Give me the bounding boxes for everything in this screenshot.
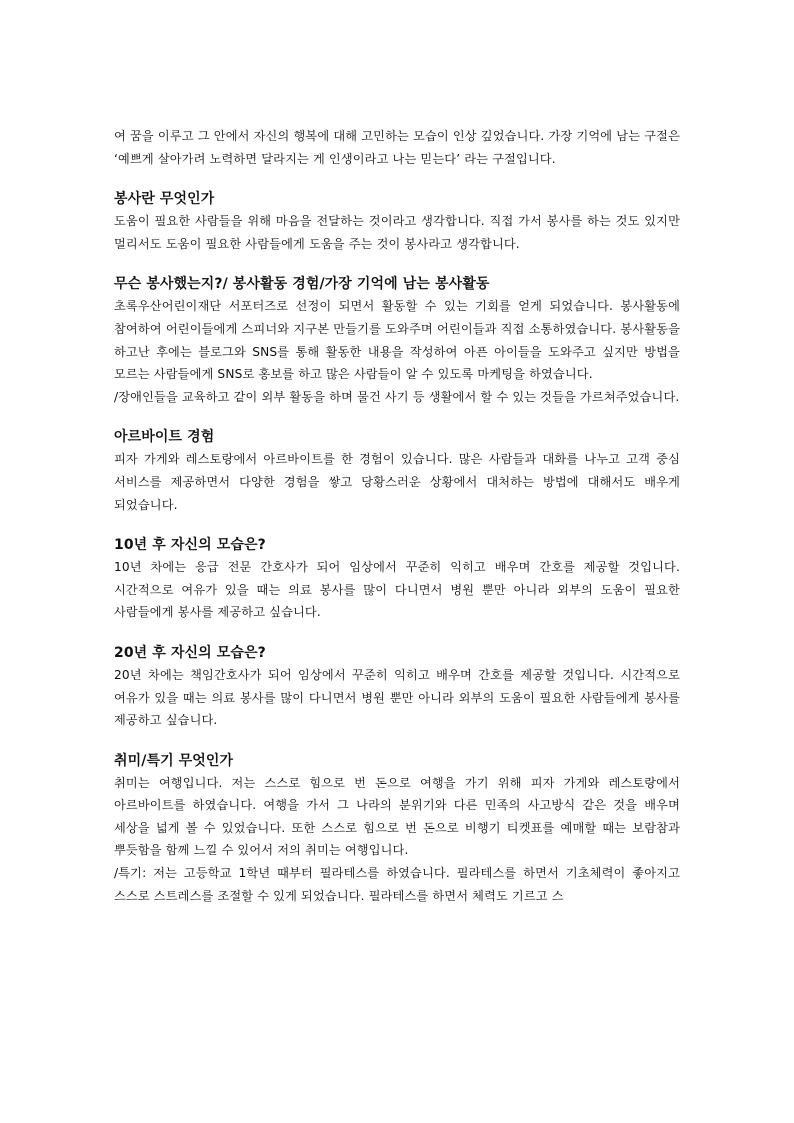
section-20-years-later [114,642,680,732]
section-hobby-skill [114,750,680,908]
section-heading: 취미/특기 무엇인가 [114,752,234,769]
section-volunteering-experience [114,273,680,408]
section-10-years-later [114,534,680,624]
section-paragraph: 20년 차에는 책임간호사가 되어 임상에서 꾸준히 익히고 배우며 간호를 제공할 것입니다. 시간적으로 여유가 있을 때는 의료 봉사를 많이 다니면서 병원 뿐만 아니라 외부의 도움이 필요한 사람들에게 봉사를 제공하고 싶습니다. [114,667,680,728]
section-paragraph: 도움이 필요한 사람들을 위해 마음을 전달하는 것이라고 생각합니다. 직접 가서 봉사를 하는 것도 있지만 멀리서도 도움이 필요한 사람들에게 도움을 주는 것이 봉사라고 생각합니다. [114,214,680,251]
intro-paragraph: 여 꿈을 이루고 그 안에서 자신의 행복에 대해 고민하는 모습이 인상 깊었습니다. 가장 기억에 남는 구절은 ‘예쁘게 살아가려 노력하면 달라지는 게 인생이라고 나는 믿는다’ 라는 구절입니다. [114,129,680,166]
section-heading: 봉사란 무엇인가 [114,191,215,208]
section-heading: 무슨 봉사했는지?/ 봉사활동 경험/가장 기억에 남는 봉사활동 [114,276,490,293]
section-paragraph: /특기: 저는 고등학교 1학년 때부터 필라테스를 하였습니다. 필라테스를 하면서 기초체력이 좋아지고 스스로 스트레스를 조절할 수 있게 되었습니다. 필라테스를 하면서 체력도 기르고 스 [114,866,680,903]
section-paragraph: 피자 가게와 레스토랑에서 아르바이트를 한 경험이 있습니다. 많은 사람들과 대화를 나누고 고객 중심 서비스를 제공하면서 다양한 경험을 쌓고 당황스러운 상황에서 대처하는 방법에 대해서도 배우게 되었습니다. [114,452,680,512]
section-paragraph: 취미는 여행입니다. 저는 스스로 힘으로 번 돈으로 여행을 가기 위해 피자 가게와 레스토랑에서 아르바이트를 하였습니다. 여행을 가서 그 나라의 분위기와 다른 민족의 사고방식 같은 것을 배우며 세상을 넓게 볼 수 있었습니다. 또한 스스로 힘으로 번 돈으로 비행기 티켓표를 예매할 때는 보람참과 뿌듯함을 함께 느낄 수 있어서 저의 취미는 여행입니다. [114,775,680,858]
section-volunteering-definition [114,188,680,255]
section-heading: 아르바이트 경험 [114,429,215,446]
section-paragraph: 10년 차에는 응급 전문 간호사가 되어 임상에서 꾸준히 익히고 배우며 간호를 제공할 것입니다. 시간적으로 여유가 있을 때는 의료 봉사를 많이 다니면서 병원 뿐만 아니라 외부의 도움이 필요한 사람들에게 봉사를 제공하고 싶습니다. [114,560,680,620]
section-heading: 10년 후 자신의 모습은? [114,537,266,554]
section-part-time-job [114,426,680,516]
section-paragraph: 초록우산어린이재단 서포터즈로 선정이 되면서 활동할 수 있는 기회를 얻게 되었습니다. 봉사활동에 참여하여 어린이들에게 스피너와 지구본 만들기를 도와주며 어린이들과 직접 소통하였습니다. 봉사활동을 하고난 후에는 블로그와 SNS를 통해 활동한 내용을 작성하여 아픈 아이들을 도와주고 싶지만 방법을 모르는 사람들에게 SNS로 홍보를 하고 많은 사람들이 알 수 있도록 마케팅을 하였습니다. [114,299,680,382]
document-page [114,125,680,907]
section-heading: 20년 후 자신의 모습은? [114,644,266,661]
section-paragraph: /장애인들을 교육하고 같이 외부 활동을 하며 물건 사기 등 생활에서 할 수 있는 것들을 가르쳐주었습니다. [114,389,680,404]
